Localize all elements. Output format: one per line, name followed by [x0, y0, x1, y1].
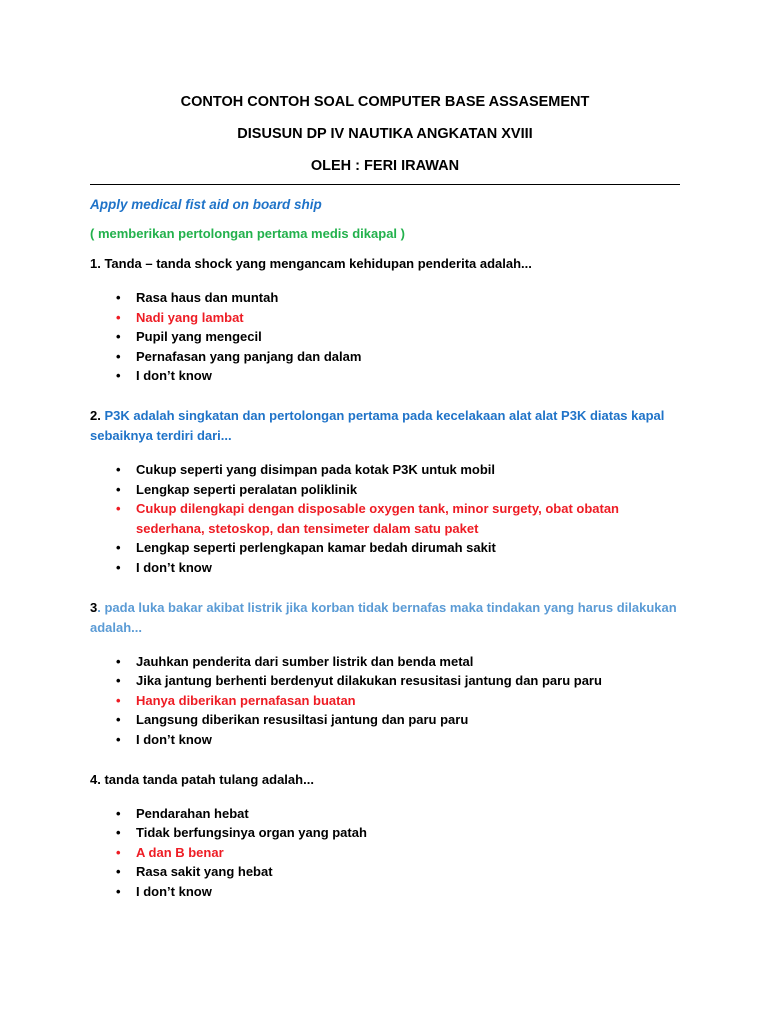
- topic-title-english: Apply medical fist aid on board ship: [90, 197, 322, 212]
- answer-option: [116, 347, 680, 367]
- answer-option-label: Rasa haus dan muntah: [136, 290, 279, 305]
- bullet-icon: •: [116, 329, 121, 345]
- answer-option-label: Langsung diberikan resusiltasi jantung dan paru paru: [136, 712, 469, 728]
- answer-option-label: I don’t know: [136, 559, 212, 575]
- answer-option: [116, 308, 680, 328]
- bullet-icon: •: [116, 368, 121, 384]
- question-prompt: Tanda – tanda shock yang mengancam kehidupan penderita adalah...: [100, 256, 532, 271]
- answer-option: [116, 480, 680, 500]
- answer-option-label: Cukup dilengkapi dengan disposable oxygen tank, minor surgety, obat obatan sederhana, stetoskop, dan tensimeter dalam satu paket: [136, 501, 619, 536]
- answer-option: [116, 558, 680, 578]
- answer-option: [116, 882, 680, 902]
- bullet-icon: •: [116, 805, 121, 821]
- bullet-icon: •: [116, 731, 121, 747]
- answer-option: [116, 730, 680, 750]
- question-number: 1.: [90, 256, 101, 271]
- answer-option: [116, 366, 680, 386]
- question-text: [90, 254, 680, 274]
- answer-option: [116, 691, 680, 711]
- bullet-icon: •: [116, 501, 121, 517]
- question-block: [90, 598, 680, 750]
- answer-option: [116, 710, 680, 730]
- answer-options: [90, 804, 680, 902]
- answer-option-label: Cukup seperti yang disimpan pada kotak P3K untuk mobil: [136, 461, 496, 477]
- question-prompt: . pada luka bakar akibat listrik jika korban tidak bernafas maka tindakan yang harus dilakukan adalah...: [90, 599, 677, 635]
- answer-option: [116, 288, 680, 308]
- question-text: [90, 770, 680, 790]
- question-text: [90, 598, 680, 638]
- bullet-icon: •: [116, 481, 121, 497]
- bullet-icon: •: [116, 844, 121, 860]
- question-text: [90, 406, 680, 446]
- question-block: [90, 254, 680, 386]
- bullet-icon: •: [116, 825, 121, 841]
- answer-option: [116, 460, 680, 480]
- answer-option: [116, 862, 680, 882]
- question-block: [90, 770, 680, 902]
- bullet-icon: •: [116, 309, 121, 325]
- answer-option: [116, 327, 680, 347]
- answer-options: [90, 652, 680, 750]
- answer-option: [116, 823, 680, 843]
- answer-option-label: Rasa sakit yang hebat: [136, 864, 273, 880]
- bullet-icon: •: [116, 559, 121, 575]
- answer-option-label: Jika jantung berhenti berdenyut dilakukan resusitasi jantung dan paru paru: [136, 673, 602, 689]
- answer-option-label: Hanya diberikan pernafasan buatan: [136, 692, 356, 708]
- bullet-icon: •: [116, 864, 121, 880]
- bullet-icon: •: [116, 290, 121, 305]
- bullet-icon: •: [116, 673, 121, 689]
- answer-option-label: Jauhkan penderita dari sumber listrik dan benda metal: [136, 653, 474, 669]
- bullet-icon: •: [116, 540, 121, 556]
- bullet-icon: •: [116, 653, 121, 669]
- answer-option-label: Nadi yang lambat: [136, 309, 244, 325]
- answer-options: [90, 288, 680, 386]
- answer-option-label: Tidak berfungsinya organ yang patah: [136, 825, 367, 841]
- question-number: 3: [90, 599, 98, 615]
- answer-option-label: A dan B benar: [136, 844, 224, 860]
- answer-option-label: Pendarahan hebat: [136, 805, 249, 821]
- answer-option-label: Pernafasan yang panjang dan dalam: [136, 348, 362, 364]
- question-number: 4.: [90, 771, 101, 787]
- answer-option: [116, 804, 680, 824]
- bullet-icon: •: [116, 348, 121, 364]
- document-author: OLEH : FERI IRAWAN: [310, 158, 460, 174]
- answer-option-label: Lengkap seperti perlengkapan kamar bedah dirumah sakit: [136, 540, 496, 556]
- bullet-icon: •: [116, 692, 121, 708]
- document-title: CONTOH CONTOH SOAL COMPUTER BASE ASSASEMENT: [180, 94, 590, 110]
- answer-option: [116, 652, 680, 672]
- bullet-icon: •: [116, 712, 121, 728]
- answer-option: [116, 671, 680, 691]
- answer-option-label: I don’t know: [136, 731, 212, 747]
- bullet-icon: •: [116, 461, 121, 477]
- question-number: 2.: [90, 407, 101, 423]
- question-prompt: P3K adalah singkatan dan pertolongan pertama pada kecelakaan alat alat P3K diatas kapal sebaiknya terdiri dari...: [90, 407, 665, 443]
- answer-option-label: I don’t know: [136, 883, 212, 899]
- topic-title-indonesian: ( memberikan pertolongan pertama medis dikapal ): [90, 226, 405, 241]
- answer-option: [116, 499, 680, 538]
- header-divider: [90, 184, 680, 185]
- answer-option-label: Lengkap seperti peralatan poliklinik: [136, 481, 358, 497]
- answer-option: [116, 843, 680, 863]
- question-block: [90, 406, 680, 578]
- answer-options: [90, 460, 680, 578]
- question-prompt: tanda tanda patah tulang adalah...: [100, 771, 314, 787]
- answer-option-label: Pupil yang mengecil: [136, 329, 262, 345]
- document-subtitle: DISUSUN DP IV NAUTIKA ANGKATAN XVIII: [237, 126, 533, 142]
- answer-option: [116, 538, 680, 558]
- bullet-icon: •: [116, 883, 121, 899]
- answer-option-label: I don’t know: [136, 368, 212, 384]
